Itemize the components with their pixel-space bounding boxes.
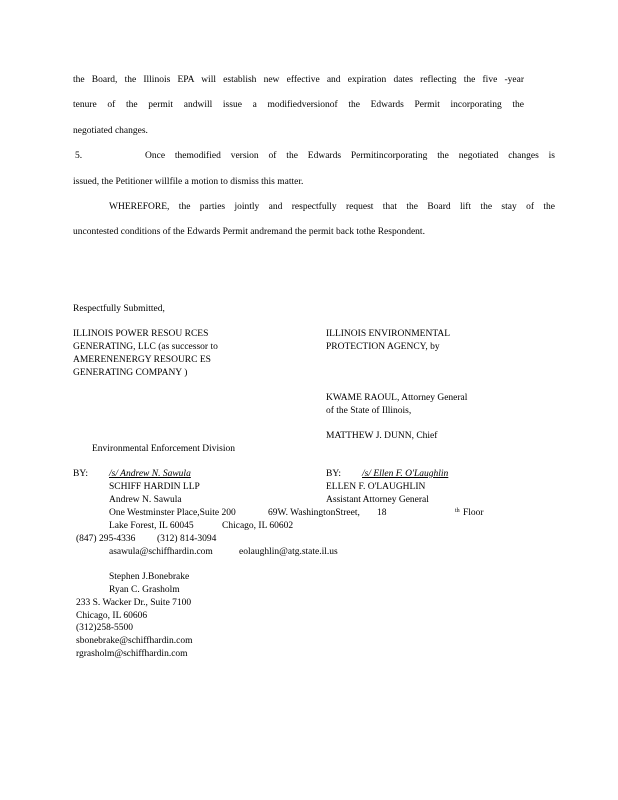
right-address: Chicago, IL 60602 [222,521,294,531]
left-address: 233 S. Wacker Dr., Suite 7100 [76,598,192,608]
right-party-line: ILLINOIS ENVIRONMENTAL [326,329,451,339]
left-email: sbonebrake@schiffhardin.com [76,636,193,646]
right-email: eolaughlin@atg.state.il.us [239,547,338,557]
right-party-line: MATTHEW J. DUNN, Chief [326,431,438,441]
right-address-floor-number: 18 [377,508,387,518]
right-name: ELLEN F. O'LAUGHLIN [326,482,426,492]
right-party-line: PROTECTION AGENCY, by [326,342,440,352]
paragraph-line: issued, the Petitioner willfile a motion to dismiss this matter. [73,177,304,187]
left-name: Andrew N. Sawula [109,495,182,505]
left-phone: (847) 295-4336 [76,534,136,544]
left-signature: /s/ Andrew N. Sawula [109,469,191,479]
paragraph-line: tenure of the permit andwill issue a modifiedversionof the Edwards Permit incorporating the [73,100,524,110]
left-party-line: GENERATING COMPANY ) [73,368,188,378]
paragraph-line: negotiated changes. [73,126,148,136]
left-name: Stephen J.Bonebrake [109,572,190,582]
closing: Respectfully Submitted, [73,304,165,314]
left-firm: SCHIFF HARDIN LLP [109,482,200,492]
right-address: 69W. WashingtonStreet, [268,508,360,518]
left-email: asawula@schiffhardin.com [109,547,213,557]
left-name: Ryan C. Grasholm [109,585,180,595]
left-email: rgrasholm@schiffhardin.com [76,649,188,659]
paragraph-line: Once themodified version of the Edwards Permitincorporating the negotiated changes is [145,151,555,161]
right-party-line: KWAME RAOUL, Attorney General [326,393,468,403]
paragraph-line: WHEREFORE, the parties jointly and respectfully request that the Board lift the stay of the [109,202,555,212]
left-address: Lake Forest, IL 60045 [109,521,194,531]
left-party-line: ILLINOIS POWER RESOU RCES [73,329,209,339]
left-party-line: AMERENENERGY RESOURC ES [73,355,211,365]
paragraph-line: the Board, the Illinois EPA will establish new effective and expiration dates reflecting the five -year [73,75,524,85]
right-address-floor-suffix: th [455,508,460,514]
right-party-line: of the State of Illinois, [326,406,412,416]
right-signature: /s/ Ellen F. O'Laughlin [362,469,449,479]
paragraph-number: 5. [75,151,83,161]
paragraph-line: uncontested conditions of the Edwards Permit andremand the permit back tothe Respondent. [73,227,425,237]
right-title: Assistant Attorney General [326,495,429,505]
left-address: Chicago, IL 60606 [76,611,148,621]
left-by-label: BY: [73,469,88,479]
left-address: One Westminster Place,Suite 200 [109,508,236,518]
right-phone: (312) 814-3094 [157,534,217,544]
left-party-line: GENERATING, LLC (as successor to [73,342,218,352]
left-phone: (312)258-5500 [76,623,133,633]
right-by-label: BY: [326,469,341,479]
right-address-floor-word: Floor [463,508,484,518]
right-party-line: Environmental Enforcement Division [92,444,235,454]
